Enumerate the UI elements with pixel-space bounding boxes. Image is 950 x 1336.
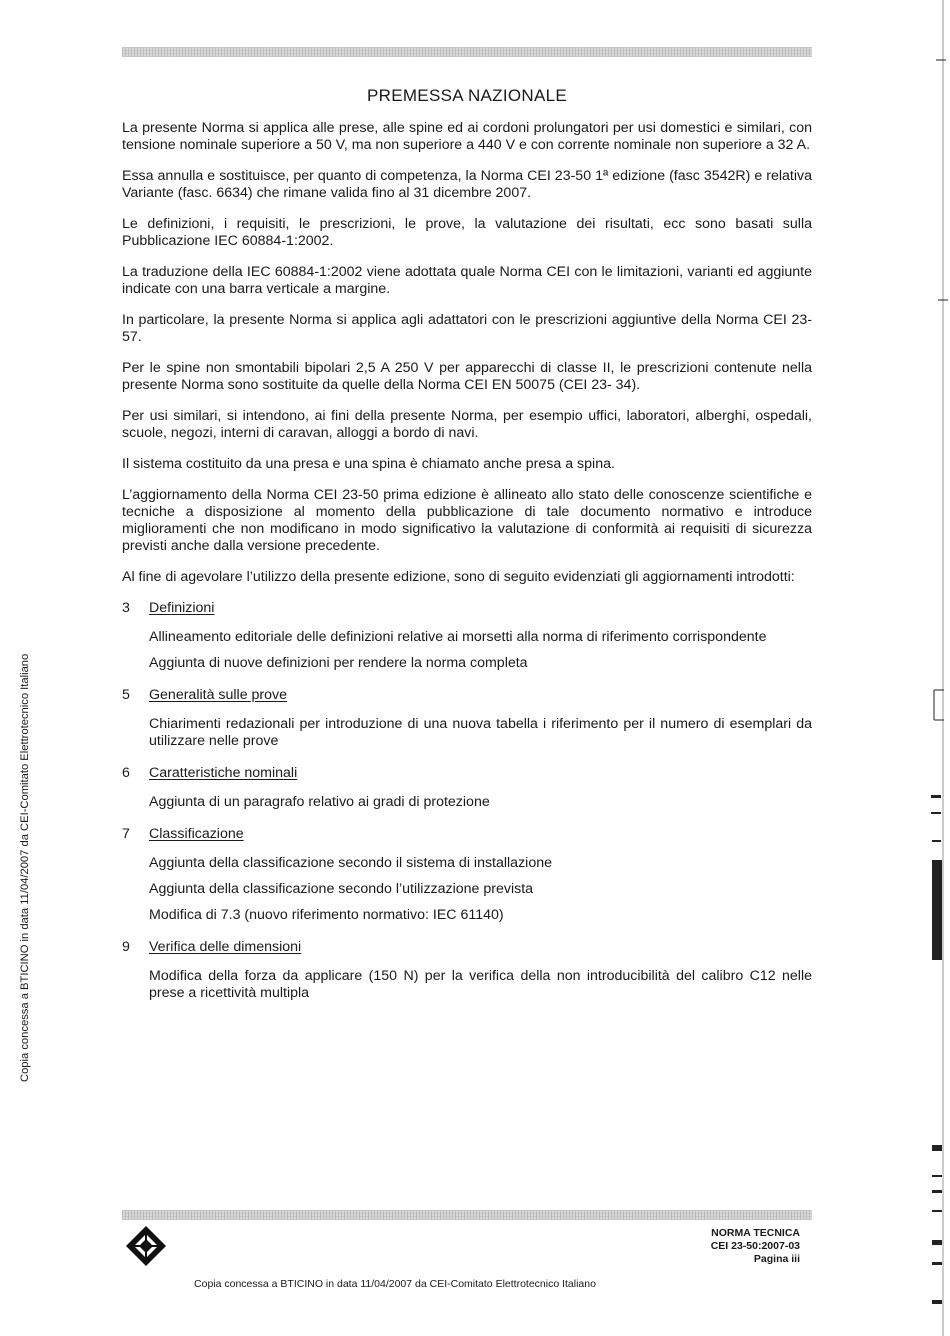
cei-logo-icon [124,1224,168,1268]
footer-band [122,1210,812,1220]
paragraph: L’aggiornamento della Norma CEI 23-50 prima edizione è allineato allo stato delle conoscenze scientifiche e tecniche a disposizione al momento della pubblicazione di tale documento normativo e introduce miglioramenti che non modificano in modo significativo la valutazione di conformità ai requisiti di sicurezza previsti anche dalla versione precedente. [122,487,812,554]
page-title: PREMESSA NAZIONALE [366,86,567,105]
section-heading-classificazione [122,826,812,843]
section-item: Aggiunta di un paragrafo relativo ai gradi di protezione [149,794,490,810]
section-number: 7 [122,826,130,842]
section-item: Aggiunta della classificazione secondo il sistema di installazione [149,855,552,871]
section-item: Modifica di 7.3 (nuovo riferimento normativo: IEC 61140) [149,907,504,923]
paragraph: Al fine di agevolare l’utilizzo della presente edizione, sono di seguito evidenziati gli aggiornamenti introdotti: [122,569,795,585]
norma-info [711,1227,800,1266]
sidebar-copy-notice: Copia concessa a BTICINO in data 11/04/2007 da CEI-Comitato Elettrotecnico Italiano [19,653,31,1082]
section-title: Definizioni [149,600,215,616]
paragraph: Per le spine non smontabili bipolari 2,5 A 250 V per apparecchi di classe II, le prescrizioni contenute nella presente Norma sono sostituite da quelle della Norma CEI EN 50075 (CEI 23- 34). [122,360,812,393]
section-item: Aggiunta della classificazione secondo l’utilizzazione prevista [149,881,534,897]
footer-copy-notice: Copia concessa a BTICINO in data 11/04/2007 da CEI-Comitato Elettrotecnico Italiano [194,1278,596,1290]
section-heading-caratteristiche [122,765,812,782]
paragraph: Essa annulla e sostituisce, per quanto di competenza, la Norma CEI 23-50 1ª edizione (fasc 3542R) e relativa Variante (fasc. 6634) che rimane valida fino al 31 dicembre 2007. [122,168,812,201]
section-item: Allineamento editoriale delle definizioni relative ai morsetti alla norma di riferimento corrispondente [149,629,767,645]
section-number: 3 [122,600,130,616]
scan-margin-marks [928,0,950,1336]
document-body [122,120,812,1017]
paragraph: La presente Norma si applica alle prese, alle spine ed ai cordoni prolungatori per usi domestici e similari, con tensione nominale superiore a 50 V, ma non superiore a 440 V e con corrente nominale non superiore a 32 A. [122,120,812,153]
header-band [122,47,812,57]
section-item: Chiarimenti redazionali per introduzione di una nuova tabella i riferimento per il numero di esemplari da utilizzare nelle prove [149,716,812,749]
section-number: 9 [122,939,130,955]
section-heading-definizioni [122,600,812,617]
paragraph: Per usi similari, si intendono, ai fini della presente Norma, per esempio uffici, laboratori, alberghi, ospedali, scuole, negozi, interni di caravan, alloggi a bordo di navi. [122,408,812,441]
norma-code: CEI 23-50:2007-03 [710,1240,800,1252]
section-item: Modifica della forza da applicare (150 N) per la verifica della non introducibilità del calibro C12 nelle prese a ricettività multipla [149,968,812,1001]
section-number: 6 [122,765,130,781]
section-heading-generalita [122,687,812,704]
section-title: Verifica delle dimensioni [149,939,302,955]
section-number: 5 [122,687,130,703]
section-title: Caratteristiche nominali [149,765,298,781]
section-title: Classificazione [149,826,244,842]
section-heading-verifica [122,939,812,956]
page-number: Pagina iii [753,1253,800,1265]
norma-label: NORMA TECNICA [711,1227,800,1239]
section-item: Aggiunta di nuove definizioni per rendere la norma completa [149,655,528,671]
paragraph: La traduzione della IEC 60884-1:2002 viene adottata quale Norma CEI con le limitazioni, varianti ed aggiunte indicate con una barra verticale a margine. [122,264,812,297]
section-title: Generalità sulle prove [149,687,288,703]
paragraph: Le definizioni, i requisiti, le prescrizioni, le prove, la valutazione dei risultati, ecc sono basati sulla Pubblicazione IEC 60884-1:2002. [122,216,812,249]
paragraph: In particolare, la presente Norma si applica agli adattatori con le prescrizioni aggiuntive della Norma CEI 23-57. [122,312,812,345]
paragraph: Il sistema costituito da una presa e una spina è chiamato anche presa a spina. [122,456,615,472]
